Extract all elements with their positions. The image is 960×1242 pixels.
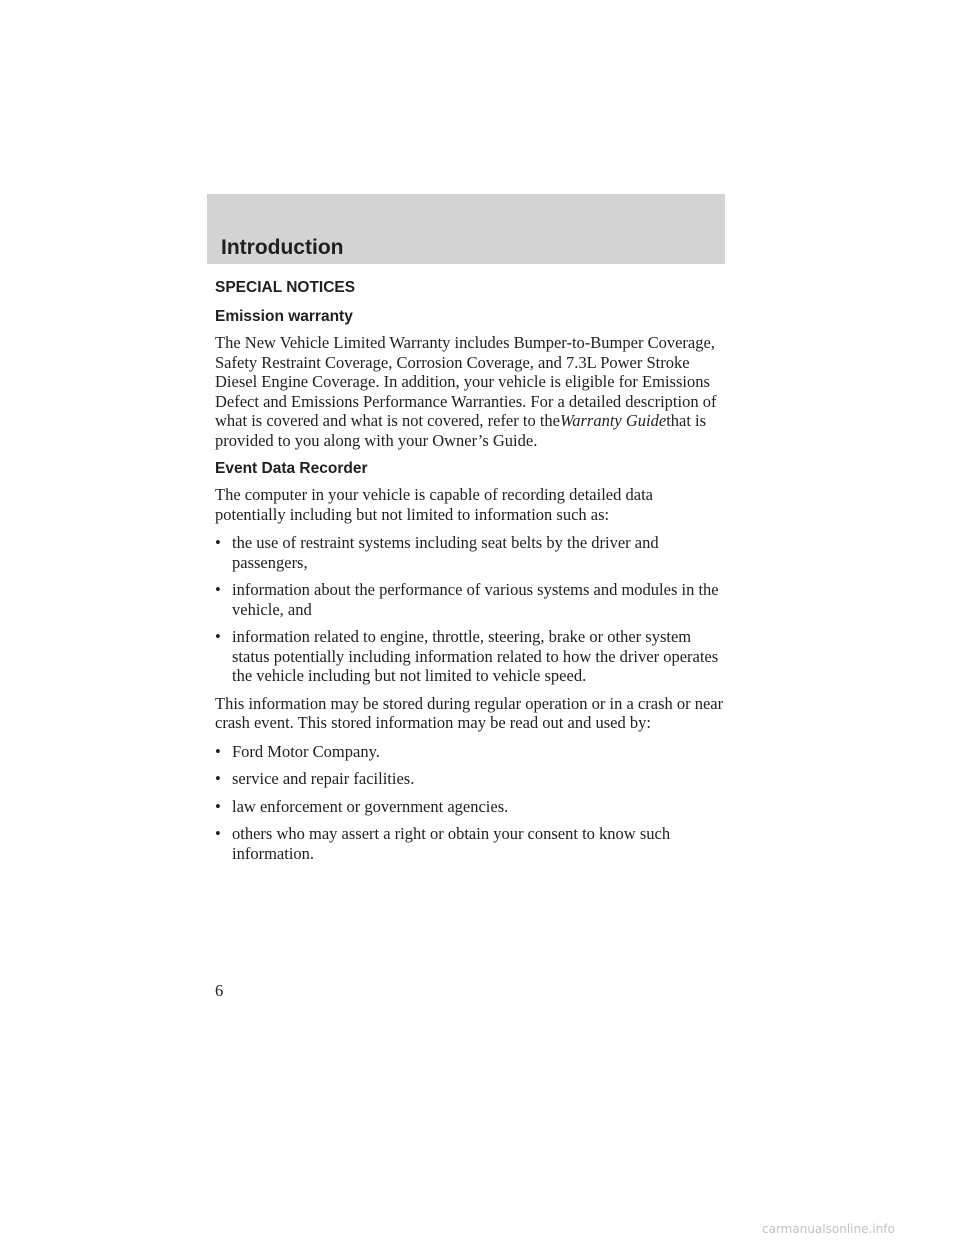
bullet-icon: • xyxy=(215,824,221,843)
page-content xyxy=(215,278,727,871)
bullet-icon: • xyxy=(215,627,221,646)
list-item-text: information related to engine, throttle, steering, brake or other system status potentially including information related to how the driver operates the vehicle including but not limited to vehicle speed. xyxy=(232,627,719,685)
site-watermark: carmanualsonline.info xyxy=(762,1222,895,1236)
special-notices-heading: SPECIAL NOTICES xyxy=(215,279,356,296)
list-item-text: information about the performance of various systems and modules in the vehicle, and xyxy=(232,580,719,619)
list-item-text: others who may assert a right or obtain your consent to know such information. xyxy=(232,824,671,863)
emission-warranty-paragraph xyxy=(215,333,727,450)
recorded-info-list xyxy=(215,533,727,686)
bullet-icon: • xyxy=(215,533,221,552)
list-item xyxy=(215,533,727,572)
bullet-icon: • xyxy=(215,580,221,599)
warranty-guide-reference: Warranty Guide xyxy=(560,411,667,430)
list-item xyxy=(215,797,727,817)
list-item-text: Ford Motor Company. xyxy=(232,741,380,761)
list-item xyxy=(215,769,727,789)
bullet-icon: • xyxy=(215,769,221,788)
section-header-title: Introduction xyxy=(221,236,344,259)
emission-warranty-text-a: The New Vehicle Limited Warranty includes Bumper-to-Bumper Coverage, Safety Restraint Coverage, Corrosion Coverage, and 7.3L Power Stroke Diesel Engine Coverage. In addition, your vehicle is eligible for Emissions Defect and Emissions Performance Warranties. For a detailed description of what is covered and what is not covered, refer to the xyxy=(215,333,717,430)
used-by-list xyxy=(215,742,727,864)
list-item xyxy=(215,580,727,619)
bullet-icon: • xyxy=(215,796,221,816)
event-data-recorder-heading: Event Data Recorder xyxy=(215,460,368,477)
list-item xyxy=(215,824,727,863)
list-item xyxy=(215,742,727,762)
emission-warranty-text-b: that is provided to you along with your Owner’s Guide. xyxy=(215,411,707,450)
emission-warranty-heading: Emission warranty xyxy=(215,308,353,325)
list-item-text: law enforcement or government agencies. xyxy=(232,796,509,816)
list-item-text: the use of restraint systems including seat belts by the driver and passengers, xyxy=(232,533,659,572)
storage-paragraph: This information may be stored during regular operation or in a crash or near crash event. This stored information may be read out and used by: xyxy=(215,693,724,732)
list-item-text: service and repair facilities. xyxy=(232,769,415,788)
page-number: 6 xyxy=(215,981,224,1000)
list-item xyxy=(215,627,727,686)
event-data-recorder-intro: The computer in your vehicle is capable of recording detailed data potentially including but not limited to information such as: xyxy=(215,485,653,524)
bullet-icon: • xyxy=(215,741,221,761)
section-header-band xyxy=(207,194,725,264)
